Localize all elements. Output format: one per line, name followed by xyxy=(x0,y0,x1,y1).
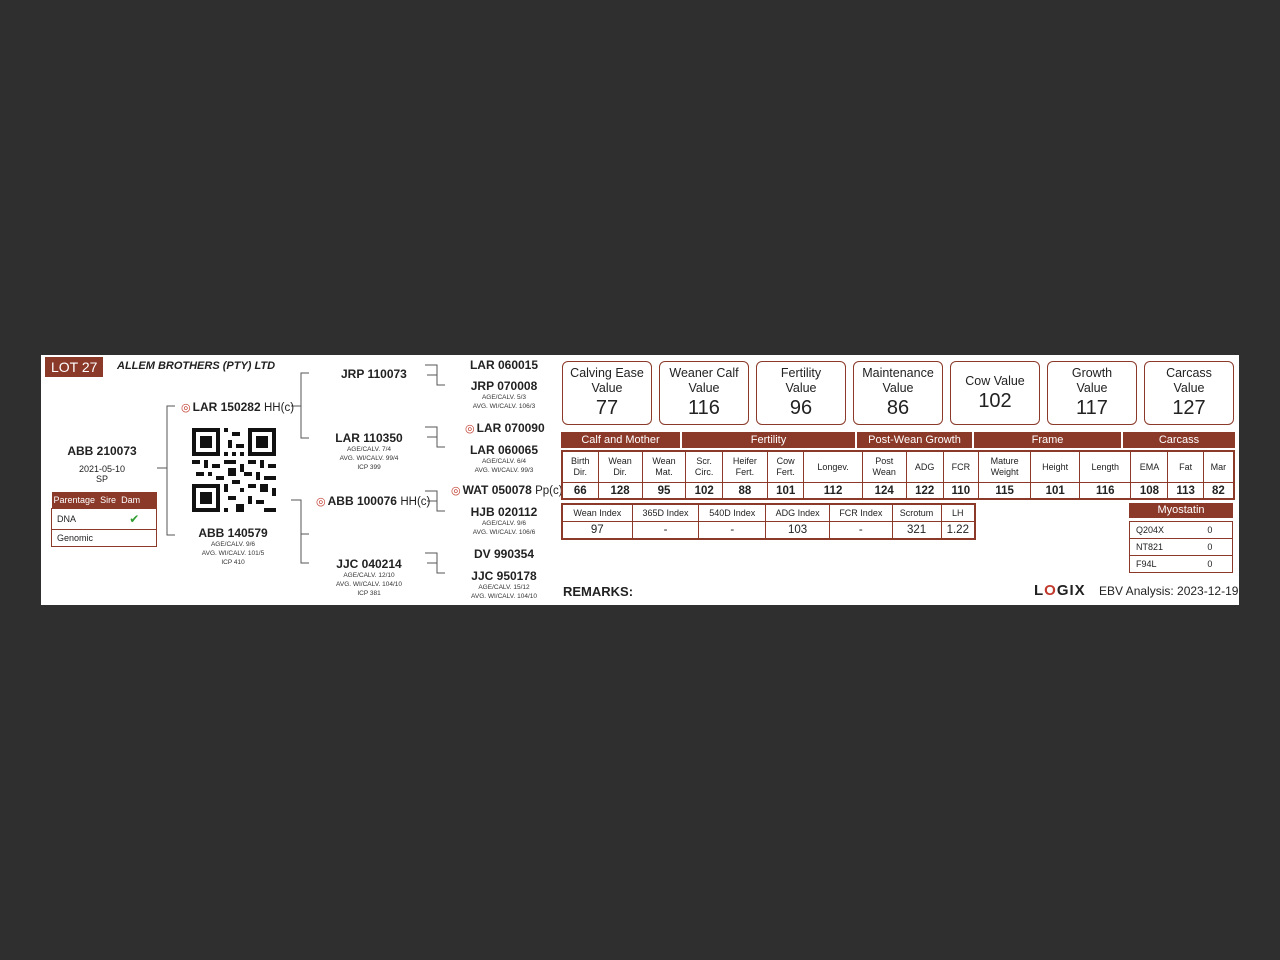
ebv-header-line: Dir. xyxy=(613,467,627,477)
ebv-header-line: Mar xyxy=(1210,461,1227,472)
ebv-header xyxy=(598,451,642,483)
parentage-table xyxy=(51,492,157,547)
g3-2-id: JRP 070008 xyxy=(470,379,538,393)
ebv-header-line: Wean xyxy=(608,456,632,466)
ebv-header-line: Longev. xyxy=(817,461,849,472)
index-header: ADG Index xyxy=(766,504,830,522)
target-icon: ◎ xyxy=(181,402,191,414)
value-number: 117 xyxy=(1076,397,1108,419)
ebv-header xyxy=(722,451,767,483)
g3-4-avg: AVG. WI/CALV. 99/3 xyxy=(474,467,534,474)
ebv-header xyxy=(1080,451,1131,483)
dam-dam-avg: AVG. WI/CALV. 104/10 xyxy=(336,581,402,588)
ebv-header-line: FCR xyxy=(951,461,971,472)
ebv-header-line: Fat xyxy=(1179,461,1193,472)
ebv-header-line: Heifer xyxy=(732,456,757,466)
myostatin-table xyxy=(1129,521,1233,573)
dam-dam-icp: ICP 381 xyxy=(357,590,381,597)
dam-dam-id: JJC 040214 xyxy=(336,557,402,571)
ebv-header xyxy=(1168,451,1203,483)
value-label: Fertility xyxy=(780,366,822,380)
value-label-2: Value xyxy=(1173,381,1205,395)
ebv-header xyxy=(562,451,598,483)
target-icon: ◎ xyxy=(465,423,475,435)
sire-dam-age-calv: AGE/CALV. 7/4 xyxy=(346,446,392,453)
ebv-header-line: Mat. xyxy=(655,467,673,477)
ebv-value: 128 xyxy=(598,483,642,500)
index-header-row xyxy=(562,504,975,522)
myostatin-gene: F94L xyxy=(1130,556,1202,573)
index-value-row xyxy=(562,522,975,540)
animal-birth-date: 2021-05-10 xyxy=(78,464,126,474)
dam-icp: ICP 410 xyxy=(221,559,245,566)
value-box-maintenance xyxy=(853,361,943,425)
g3-4-age: AGE/CALV. 6/4 xyxy=(481,458,527,465)
index-header: FCR Index xyxy=(830,504,892,522)
myostatin-value: 0 xyxy=(1201,539,1232,556)
index-value: - xyxy=(830,522,892,540)
ebv-header-line: Weight xyxy=(990,467,1019,477)
g3-8 xyxy=(459,569,549,601)
ebv-value: 102 xyxy=(686,483,722,500)
ebv-header-line: Dir. xyxy=(573,467,588,477)
ebv-header xyxy=(1203,451,1234,483)
index-header: Wean Index xyxy=(562,504,632,522)
ebv-value: 124 xyxy=(862,483,906,500)
sire-dam-avg: AVG. WI/CALV. 99/4 xyxy=(339,455,399,462)
group-calf-and-mother: Calf and Mother xyxy=(561,432,680,448)
ebv-header xyxy=(767,451,803,483)
check-icon: ✔ xyxy=(124,509,156,530)
value-box-growth xyxy=(1047,361,1137,425)
myostatin-gene: NT821 xyxy=(1130,539,1202,556)
parentage-dna-label: DNA xyxy=(52,509,125,530)
value-label: Carcass xyxy=(1166,366,1212,380)
lot-number: LOT 27 xyxy=(45,357,103,377)
dam xyxy=(181,526,285,567)
g3-5: ◎ WAT 050078 Pp(c) xyxy=(451,483,563,497)
g3-4 xyxy=(459,443,549,475)
ebv-header-line: Cow xyxy=(776,456,795,466)
sire: ◎ LAR 150282 HH(c) xyxy=(181,400,295,414)
value-box-cow-value xyxy=(950,361,1040,425)
ebv-value: 101 xyxy=(1031,483,1080,500)
g3-6-avg: AVG. WI/CALV. 106/6 xyxy=(472,529,536,536)
value-label: Growth xyxy=(1071,366,1113,380)
ebv-header xyxy=(642,451,686,483)
ebv-header-row xyxy=(562,451,1234,483)
ebv-header-line: ADG xyxy=(914,461,935,472)
dam-sire: ◎ ABB 100076 HH(c) xyxy=(316,494,431,508)
g3-2-age: AGE/CALV. 5/3 xyxy=(481,394,527,401)
ebv-analysis-date: EBV Analysis: 2023-12-19 xyxy=(1099,584,1239,598)
value-number: 102 xyxy=(978,390,1012,412)
logix-logo: LOGIX xyxy=(1034,582,1086,599)
animal-id: ABB 210073 xyxy=(67,444,137,458)
index-value: 97 xyxy=(562,522,632,540)
sire-dam xyxy=(329,431,409,472)
g3-1: LAR 060015 xyxy=(469,358,539,372)
parentage-genomic-label: Genomic xyxy=(52,530,125,547)
g3-7: DV 990354 xyxy=(473,547,535,561)
g3-8-avg: AVG. WI/CALV. 104/10 xyxy=(471,593,537,600)
value-label-2: Value xyxy=(785,381,817,395)
g3-6-age: AGE/CALV. 9/6 xyxy=(481,520,527,527)
group-fertility: Fertility xyxy=(682,432,855,448)
qr-code-icon[interactable] xyxy=(192,428,276,512)
value-label: Cow Value xyxy=(965,374,1025,388)
g3-8-age: AGE/CALV. 15/12 xyxy=(478,584,530,591)
value-label: Maintenance xyxy=(862,366,934,380)
ebv-value: 82 xyxy=(1203,483,1234,500)
value-box-fertility xyxy=(756,361,846,425)
sire-dam-id: LAR 110350 xyxy=(335,431,403,445)
ebv-header-line: EMA xyxy=(1139,461,1160,472)
value-box-weaner-calf xyxy=(659,361,749,425)
ebv-header-line: Birth xyxy=(571,456,590,466)
value-number: 77 xyxy=(595,397,619,419)
value-number: 86 xyxy=(886,397,910,419)
index-value: 1.22 xyxy=(941,522,975,540)
ebv-header-line: Wean xyxy=(872,467,896,477)
ebv-value: 66 xyxy=(562,483,598,500)
ebv-value: 116 xyxy=(1080,483,1131,500)
ebv-value: 88 xyxy=(722,483,767,500)
myostatin-value: 0 xyxy=(1201,522,1232,539)
ebv-value: 115 xyxy=(978,483,1030,500)
sire-sire: JRP 110073 xyxy=(341,367,407,381)
ebv-header xyxy=(1131,451,1168,483)
ebv-header-line: Post xyxy=(875,456,894,466)
g3-2 xyxy=(459,379,549,411)
animal-flag: SP xyxy=(95,474,108,484)
g3-3: ◎ LAR 070090 xyxy=(465,421,545,435)
myostatin-title: Myostatin xyxy=(1129,503,1233,518)
value-label-2: Value xyxy=(688,381,720,395)
ebv-value: 95 xyxy=(642,483,686,500)
ebv-header xyxy=(978,451,1030,483)
dam-age-calv: AGE/CALV. 9/6 xyxy=(210,541,256,548)
value-number: 127 xyxy=(1172,397,1206,419)
g3-2-avg: AVG. WI/CALV. 106/3 xyxy=(472,403,536,410)
ebv-header-line: Mature xyxy=(990,456,1019,466)
ebv-value-row xyxy=(562,483,1234,500)
ebv-header xyxy=(862,451,906,483)
dam-dam-age-calv: AGE/CALV. 12/10 xyxy=(343,572,395,579)
value-box-carcass xyxy=(1144,361,1234,425)
index-value: - xyxy=(699,522,766,540)
ebv-header-line: Circ. xyxy=(694,467,714,477)
ebv-value: 101 xyxy=(767,483,803,500)
index-header: 540D Index xyxy=(699,504,766,522)
ebv-header xyxy=(943,451,978,483)
index-header: Scrotum xyxy=(892,504,941,522)
target-icon: ◎ xyxy=(316,496,326,508)
ebv-header xyxy=(1031,451,1080,483)
ebv-header-line: Length xyxy=(1091,461,1119,472)
g3-8-id: JJC 950178 xyxy=(471,569,537,583)
ebv-header-line: Scr. xyxy=(696,456,712,466)
target-icon: ◎ xyxy=(451,485,461,497)
ebv-header-line: Wean xyxy=(652,456,676,466)
ebv-value: 113 xyxy=(1168,483,1203,500)
ebv-header xyxy=(686,451,722,483)
ebv-header-line: Height xyxy=(1042,461,1069,472)
index-value: - xyxy=(632,522,699,540)
ebv-header xyxy=(906,451,943,483)
ebv-header-line: Fert. xyxy=(776,467,795,477)
index-value: 103 xyxy=(766,522,830,540)
sire-dam-icp: ICP 399 xyxy=(357,464,381,471)
value-label-2: Value xyxy=(1076,381,1108,395)
g3-4-id: LAR 060065 xyxy=(469,443,539,457)
value-number: 116 xyxy=(688,397,720,419)
value-label-2: Value xyxy=(882,381,914,395)
value-box-calving-ease xyxy=(562,361,652,425)
dam-dam xyxy=(327,557,411,598)
index-value: 321 xyxy=(892,522,941,540)
index-header: 365D Index xyxy=(632,504,699,522)
g3-6 xyxy=(459,505,549,537)
value-label: Calving Ease xyxy=(570,366,644,380)
parentage-header: Parentage Sire Dam xyxy=(52,492,157,509)
value-label-2: Value xyxy=(591,381,623,395)
dam-avg: AVG. WI/CALV. 101/5 xyxy=(201,550,265,557)
myostatin-value: 0 xyxy=(1201,556,1232,573)
breeder-name: ALLEM BROTHERS (PTY) LTD xyxy=(117,360,276,372)
myostatin-gene: Q204X xyxy=(1130,522,1202,539)
index-table xyxy=(561,503,976,540)
ebv-value: 108 xyxy=(1131,483,1168,500)
parentage-genomic-mark xyxy=(124,530,156,547)
value-label: Weaner Calf xyxy=(669,366,739,380)
index-header: LH xyxy=(941,504,975,522)
lot-card xyxy=(41,355,1239,605)
ebv-header xyxy=(804,451,862,483)
group-post-wean-growth: Post-Wean Growth xyxy=(857,432,972,448)
ebv-value: 110 xyxy=(943,483,978,500)
ebv-value: 122 xyxy=(906,483,943,500)
g3-6-id: HJB 020112 xyxy=(470,505,538,519)
ebv-value: 112 xyxy=(804,483,862,500)
group-carcass: Carcass xyxy=(1123,432,1235,448)
ebv-table xyxy=(561,450,1235,500)
remarks-label: REMARKS: xyxy=(563,584,634,599)
ebv-header-line: Fert. xyxy=(735,467,755,477)
group-frame: Frame xyxy=(974,432,1121,448)
animal-block xyxy=(59,444,145,484)
dam-id: ABB 140579 xyxy=(198,526,268,540)
value-number: 96 xyxy=(789,397,813,419)
